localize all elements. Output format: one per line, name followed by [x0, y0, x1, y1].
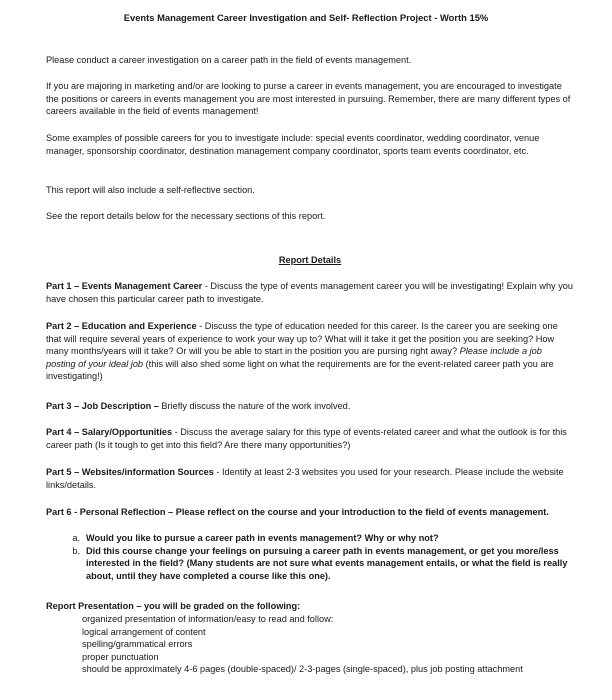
list-item	[46, 532, 574, 545]
part-1-text: - Discuss the type of events management career you will be investigating! Explain why you have chosen this particular career path to investigate.	[46, 281, 574, 304]
part-3-text: Briefly discuss the nature of the work involved.	[158, 401, 351, 411]
presentation-label-text: Report Presentation – you will be graded on the following:	[46, 601, 301, 611]
list-item-text: Did this course change your feelings on pursuing a career path in events management, or get you more/less interested in the field? (Many students are not sure what events management entails, or what the field is really about, until they have completed a course like this one).	[86, 545, 568, 581]
part-3	[46, 400, 574, 413]
intro-paragraph-2: If you are majoring in marketing and/or are looking to purse a career in events management, you are encouraged to investigate the positions or careers in events management you are most interested in pursuing. Remember, there are many different types of careers available in the field of events management!	[46, 81, 571, 117]
intro-paragraph-4: This report will also include a self-reflective section.	[46, 185, 255, 195]
intro-paragraph-3: Some examples of possible careers for you to investigate include: special events coordinator, wedding coordinator, venue manager, sponsorship coordinator, destination management company coordinator, sports team events coordinator, etc.	[46, 133, 540, 156]
report-details-heading: Report Details	[278, 255, 342, 265]
part-4	[46, 426, 574, 451]
part-2-text-a: - Discuss the type of education needed for this career. Is the career you are seeking one that will require several years of experience to work your way up to? What will it take it get the position you are seeking? How many months/years will it take? Or will you be able to start in the position you are pursing right away?	[46, 321, 558, 357]
part-5	[46, 466, 574, 491]
part-5-label: Part 5 – Websites/information Sources	[46, 467, 214, 477]
list-item: logical arrangement of content	[82, 626, 206, 637]
list-marker: a.	[72, 533, 80, 543]
part-1-label: Part 1 – Events Management Career	[46, 281, 203, 291]
list-item: proper punctuation	[82, 651, 159, 662]
part-2-italic: Please include a job posting of your ideal job	[46, 346, 542, 369]
list-item-text: Would you like to pursue a career path in events management? Why or why not?	[86, 533, 439, 543]
part-5-text: - Identify at least 2-3 websites you used for your research. Please include the website links/details.	[46, 467, 564, 490]
part-2-text-b: (this will also shed some light on what the requirements are for the event-related career path you are investigating!)	[46, 358, 554, 382]
part-6-list	[46, 532, 574, 582]
list-item: spelling/grammatical errors	[82, 639, 193, 650]
presentation-label	[46, 600, 574, 613]
intro-paragraph-5: See the report details below for the necessary sections of this report.	[46, 211, 326, 221]
list-item: should be approximately 4-6 pages (double-spaced)/ 2-3-pages (single-spaced), plus job posting attachment	[82, 664, 523, 675]
intro-paragraph-1: Please conduct a career investigation on a career path in the field of events management.	[46, 55, 412, 65]
part-2	[46, 320, 574, 383]
document-title: Events Management Career Investigation and Self- Reflection Project - Worth 15%	[123, 12, 489, 23]
part-6-label: Part 6 - Personal Reflection – Please reflect on the course and your introduction to the field of events management.	[46, 507, 549, 517]
list-item	[46, 545, 574, 583]
part-2-label: Part 2 – Education and Experience	[46, 321, 197, 331]
part-4-text: - Discuss the average salary for this type of events-related career and what the outlook is for this career path (Is it tough to get into this field? Are there many opportunities?)	[46, 427, 567, 450]
part-3-label: Part 3 – Job Description –	[46, 401, 159, 411]
list-item: organized presentation of information/easy to read and follow:	[82, 614, 334, 624]
part-1	[46, 280, 574, 305]
list-marker: b.	[72, 545, 80, 556]
part-6	[46, 506, 574, 519]
presentation-list	[82, 613, 582, 676]
part-4-label: Part 4 – Salary/Opportunities	[46, 427, 173, 437]
